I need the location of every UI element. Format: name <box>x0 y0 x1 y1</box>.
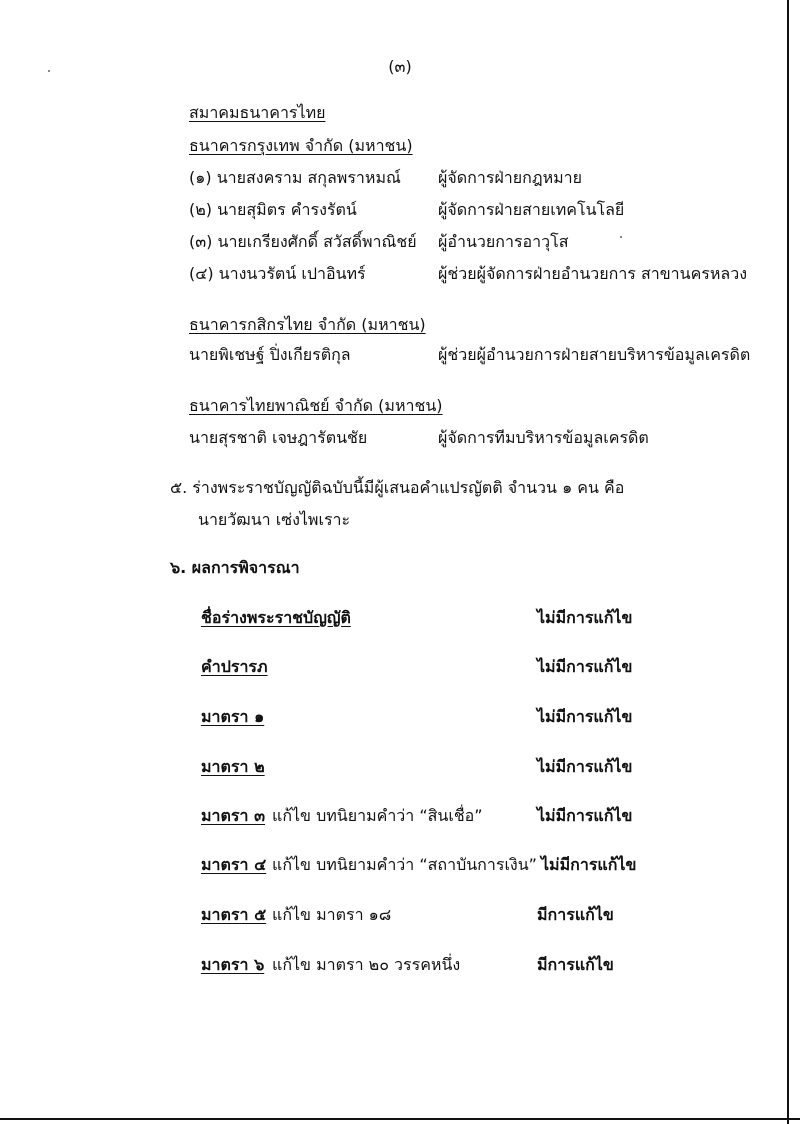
person-position: ผู้จัดการฝ่ายสายเทคโนโลยี <box>438 200 625 219</box>
person-name: (๒) นายสุมิตร คำรงรัตน์ <box>189 200 357 219</box>
result-row-label: คำปรารภ <box>201 657 268 676</box>
section5-text: ๕. ร่างพระราชบัญญัติฉบับนี้มีผู้เสนอคำแปรญัตติ จำนวน ๑ คน คือ <box>170 478 625 497</box>
page-border-bottom <box>0 1118 800 1120</box>
result-row-result: ไม่มีการแก้ไข <box>541 855 637 874</box>
result-row-label: มาตรา ๖ <box>201 955 265 974</box>
person-position: ผู้ช่วยผู้จัดการฝ่ายอำนวยการ สาขานครหลวง <box>438 264 748 283</box>
page-number: (๓) <box>388 57 412 76</box>
bank-heading: ธนาคารกรุงเทพ จำกัด (มหาชน) <box>189 136 413 155</box>
result-row-result: ไม่มีการแก้ไข <box>537 608 633 627</box>
person-position: ผู้จัดการฝ่ายกฎหมาย <box>438 168 583 187</box>
section5-nominee: นายวัฒนา เซ่งไพเราะ <box>198 510 351 529</box>
page-border-right <box>787 0 789 1124</box>
result-row-label: มาตรา ๑ <box>201 707 265 726</box>
result-row-label: มาตรา ๔ <box>201 855 267 874</box>
result-row-label: มาตรา ๒ <box>201 757 265 776</box>
bank-heading: ธนาคารไทยพาณิชย์ จำกัด (มหาชน) <box>189 396 443 415</box>
result-row-result: มีการแก้ไข <box>537 905 614 924</box>
bank-heading: ธนาคารกสิกรไทย จำกัด (มหาชน) <box>189 315 426 334</box>
scan-speck <box>620 236 622 238</box>
person-position: ผู้อำนวยการอาวุโส <box>438 232 569 251</box>
result-row-result: ไม่มีการแก้ไข <box>537 657 633 676</box>
result-row-result: ไม่มีการแก้ไข <box>537 707 633 726</box>
person-position: ผู้จัดการทีมบริหารข้อมูลเครดิต <box>438 428 649 447</box>
result-row-result: มีการแก้ไข <box>537 955 614 974</box>
section6-heading: ๖. ผลการพิจารณา <box>170 558 300 577</box>
result-row-detail: แก้ไข บทนิยามคำว่า “สินเชื่อ” <box>272 806 483 825</box>
result-row-label: มาตรา ๓ <box>201 806 266 825</box>
result-row-label: มาตรา ๕ <box>201 905 267 924</box>
result-row-detail: แก้ไข มาตรา ๑๘ <box>272 905 392 924</box>
result-row-detail: แก้ไข บทนิยามคำว่า “สถาบันการเงิน” <box>272 855 537 874</box>
person-name: (๑) นายสงคราม สกุลพราหมณ์ <box>189 168 401 187</box>
person-name: นายสุรชาติ เจษฎารัตนชัย <box>189 428 368 447</box>
result-row-result: ไม่มีการแก้ไข <box>537 806 633 825</box>
result-row-detail: แก้ไข มาตรา ๒๐ วรรคหนึ่ง <box>272 955 461 974</box>
person-position: ผู้ช่วยผู้อำนวยการฝ่ายสายบริหารข้อมูลเครดิต <box>438 345 751 364</box>
result-row-result: ไม่มีการแก้ไข <box>537 757 633 776</box>
association-heading: สมาคมธนาคารไทย <box>189 103 326 122</box>
result-row-label: ชื่อร่างพระราชบัญญัติ <box>201 608 351 627</box>
person-name: นายพิเชษฐ์ ปิ่งเกียรติกุล <box>189 345 351 364</box>
person-name: (๓) นายเกรียงศักดิ์ สวัสดิ์พาณิชย์ <box>189 232 417 251</box>
person-name: (๔) นางนวรัตน์ เปาอินทร์ <box>189 264 366 283</box>
